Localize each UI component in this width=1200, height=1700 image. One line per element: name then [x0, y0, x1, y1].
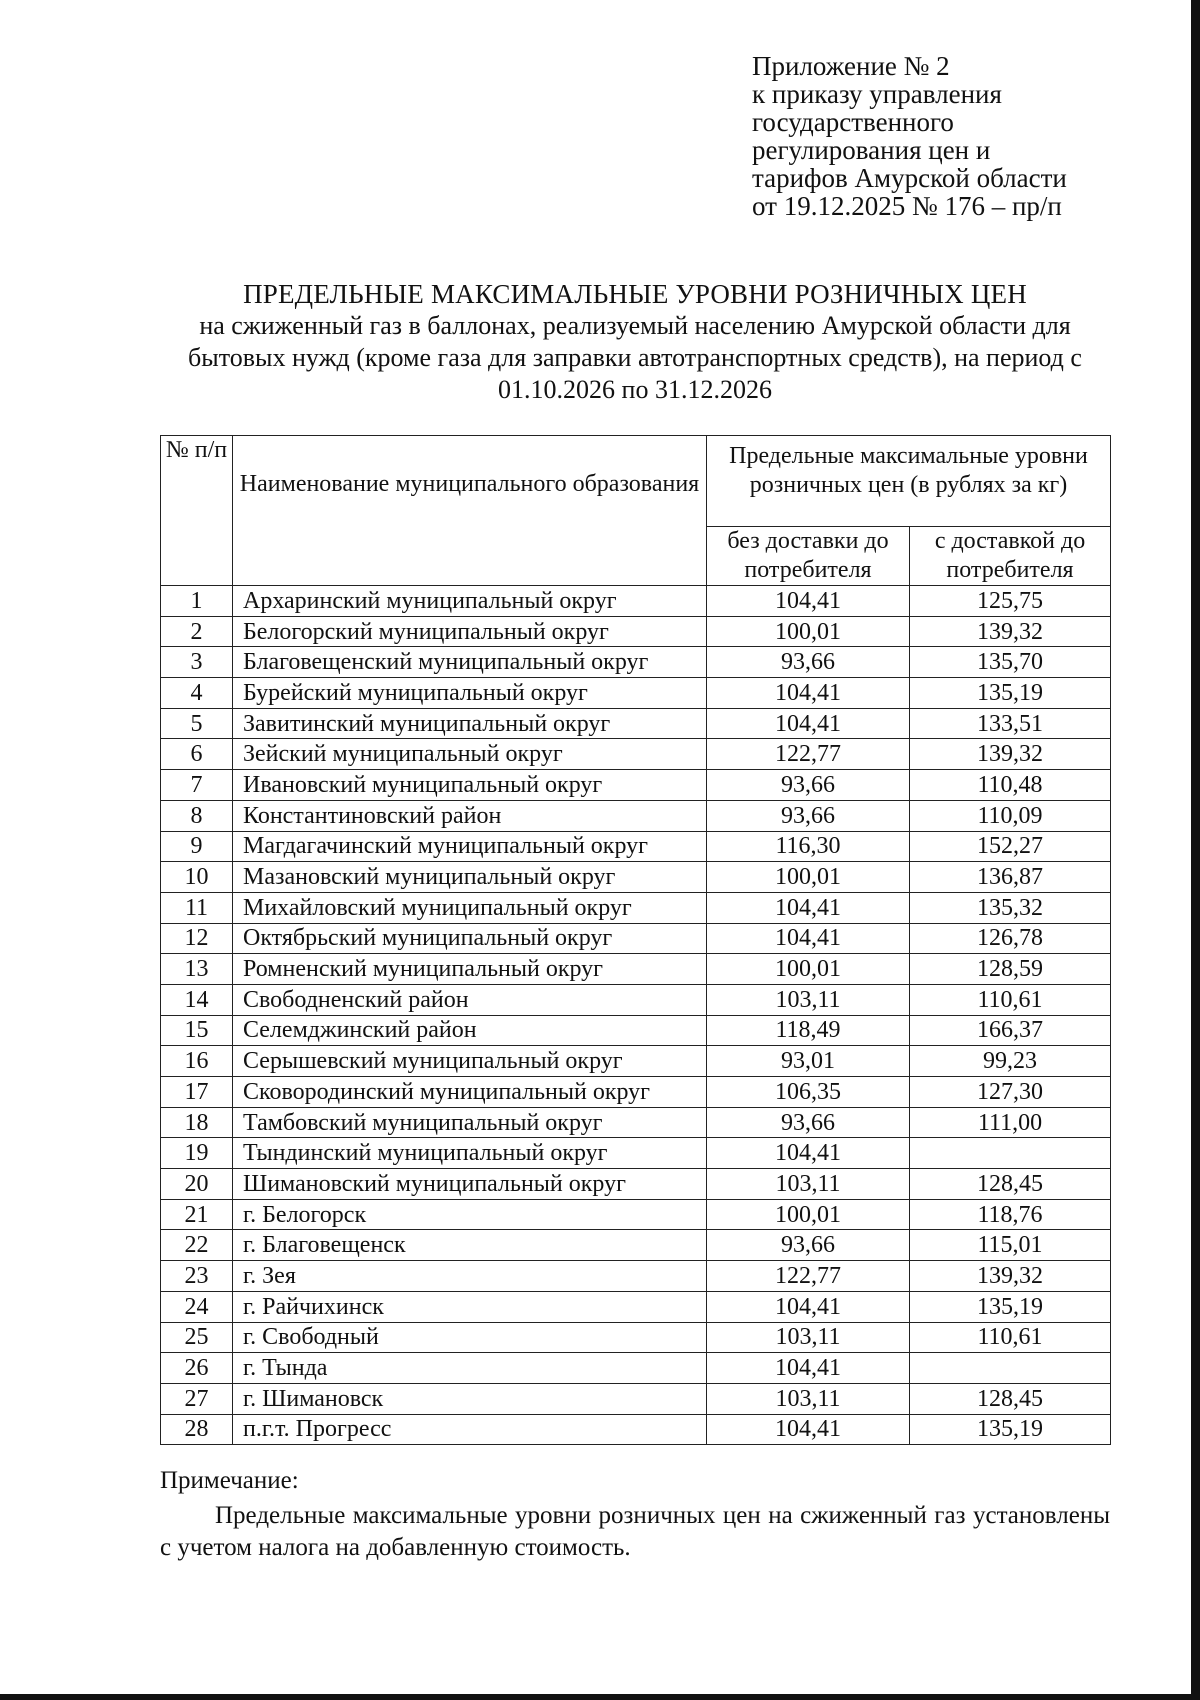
row-number-cell: 14: [161, 984, 233, 1015]
municipality-name-cell: п.г.т. Прогресс: [233, 1414, 707, 1445]
row-number-cell: 2: [161, 616, 233, 647]
price-without-delivery-cell: 100,01: [707, 1199, 910, 1230]
price-without-delivery-cell: 104,41: [707, 1291, 910, 1322]
table-row: [161, 892, 1111, 923]
municipality-name-cell: Сковородинский муниципальный округ: [233, 1077, 707, 1108]
table-row: [161, 862, 1111, 893]
price-with-delivery-cell: 110,09: [910, 800, 1111, 831]
municipality-name-cell: г. Благовещенск: [233, 1230, 707, 1261]
row-number-cell: 21: [161, 1199, 233, 1230]
document-subtitle: на сжиженный газ в баллонах, реализуемый населению Амурской области для бытовых нужд (кроме газа для заправки автотранспортных средств), на период с 01.10.2026 по 31.12.2026: [188, 311, 1082, 404]
row-number-cell: 3: [161, 647, 233, 678]
price-without-delivery-cell: 106,35: [707, 1077, 910, 1108]
price-without-delivery-cell: 104,41: [707, 1414, 910, 1445]
price-without-delivery-cell: 93,01: [707, 1046, 910, 1077]
row-number-cell: 4: [161, 678, 233, 709]
table-row: [161, 647, 1111, 678]
price-with-delivery-cell: [910, 1353, 1111, 1384]
row-number-cell: 17: [161, 1077, 233, 1108]
table-row: [161, 1015, 1111, 1046]
price-without-delivery-cell: 93,66: [707, 1107, 910, 1138]
municipality-name-cell: г. Белогорск: [233, 1199, 707, 1230]
municipality-name-cell: Архаринский муниципальный округ: [233, 586, 707, 617]
row-number-cell: 26: [161, 1353, 233, 1384]
row-number-cell: 11: [161, 892, 233, 923]
price-without-delivery-cell: 103,11: [707, 1322, 910, 1353]
price-without-delivery-cell: 104,41: [707, 1138, 910, 1169]
municipality-name-cell: Ромненский муниципальный округ: [233, 954, 707, 985]
price-without-delivery-cell: 103,11: [707, 1169, 910, 1200]
table-row: [161, 739, 1111, 770]
price-without-delivery-cell: 104,41: [707, 923, 910, 954]
municipality-name-cell: г. Тында: [233, 1353, 707, 1384]
table-row: [161, 800, 1111, 831]
price-without-delivery-cell: 104,41: [707, 586, 910, 617]
price-with-delivery-cell: 125,75: [910, 586, 1111, 617]
price-without-delivery-cell: 122,77: [707, 739, 910, 770]
price-with-delivery-cell: 135,19: [910, 1291, 1111, 1322]
table-row: [161, 1199, 1111, 1230]
table-row: [161, 1169, 1111, 1200]
table-row: [161, 1107, 1111, 1138]
table-row: [161, 1353, 1111, 1384]
price-without-delivery-cell: 93,66: [707, 770, 910, 801]
row-number-cell: 28: [161, 1414, 233, 1445]
note-label: Примечание:: [160, 1467, 299, 1494]
price-without-delivery-cell: 100,01: [707, 954, 910, 985]
row-number-cell: 12: [161, 923, 233, 954]
municipality-name-cell: Октябрьский муниципальный округ: [233, 923, 707, 954]
price-with-delivery-cell: 128,59: [910, 954, 1111, 985]
header-number: № п/п: [161, 436, 233, 586]
municipality-name-cell: Михайловский муниципальный округ: [233, 892, 707, 923]
row-number-cell: 20: [161, 1169, 233, 1200]
row-number-cell: 10: [161, 862, 233, 893]
table-row: [161, 1261, 1111, 1292]
table-row: [161, 1077, 1111, 1108]
price-with-delivery-cell: 126,78: [910, 923, 1111, 954]
table-row: [161, 954, 1111, 985]
appendix-line: регулирования цен и: [752, 135, 991, 165]
row-number-cell: 15: [161, 1015, 233, 1046]
table-row: [161, 1230, 1111, 1261]
price-with-delivery-cell: 110,61: [910, 984, 1111, 1015]
price-with-delivery-cell: 166,37: [910, 1015, 1111, 1046]
row-number-cell: 6: [161, 739, 233, 770]
scan-edge-bottom: [0, 1694, 1200, 1700]
price-without-delivery-cell: 103,11: [707, 1383, 910, 1414]
price-with-delivery-cell: 115,01: [910, 1230, 1111, 1261]
row-number-cell: 16: [161, 1046, 233, 1077]
price-without-delivery-cell: 103,11: [707, 984, 910, 1015]
price-with-delivery-cell: 127,30: [910, 1077, 1111, 1108]
row-number-cell: 27: [161, 1383, 233, 1414]
price-with-delivery-cell: 110,61: [910, 1322, 1111, 1353]
municipality-name-cell: Бурейский муниципальный округ: [233, 678, 707, 709]
price-without-delivery-cell: 93,66: [707, 1230, 910, 1261]
document-title: [150, 278, 1120, 406]
row-number-cell: 19: [161, 1138, 233, 1169]
municipality-name-cell: Константиновский район: [233, 800, 707, 831]
header-with-delivery: с доставкой до потребителя: [910, 527, 1111, 586]
table-row: [161, 770, 1111, 801]
municipality-name-cell: Завитинский муниципальный округ: [233, 708, 707, 739]
table-row: [161, 1291, 1111, 1322]
municipality-name-cell: г. Райчихинск: [233, 1291, 707, 1322]
table-row: [161, 678, 1111, 709]
appendix-line: тарифов Амурской области: [752, 163, 1067, 193]
price-without-delivery-cell: 104,41: [707, 1353, 910, 1384]
table-row: [161, 1046, 1111, 1077]
municipality-name-cell: Белогорский муниципальный округ: [233, 616, 707, 647]
municipality-name-cell: Благовещенский муниципальный округ: [233, 647, 707, 678]
price-without-delivery-cell: 93,66: [707, 800, 910, 831]
municipality-name-cell: Магдагачинский муниципальный округ: [233, 831, 707, 862]
price-with-delivery-cell: 139,32: [910, 739, 1111, 770]
row-number-cell: 1: [161, 586, 233, 617]
row-number-cell: 9: [161, 831, 233, 862]
appendix-reference: [752, 52, 1152, 220]
municipality-name-cell: г. Свободный: [233, 1322, 707, 1353]
table-body: [161, 586, 1111, 1445]
table-row: [161, 616, 1111, 647]
price-with-delivery-cell: 135,70: [910, 647, 1111, 678]
municipality-name-cell: Тындинский муниципальный округ: [233, 1138, 707, 1169]
price-with-delivery-cell: 136,87: [910, 862, 1111, 893]
municipality-name-cell: Селемджинский район: [233, 1015, 707, 1046]
row-number-cell: 13: [161, 954, 233, 985]
municipality-name-cell: г. Зея: [233, 1261, 707, 1292]
price-without-delivery-cell: 104,41: [707, 678, 910, 709]
price-table: [160, 435, 1111, 1445]
municipality-name-cell: Зейский муниципальный округ: [233, 739, 707, 770]
price-with-delivery-cell: 128,45: [910, 1169, 1111, 1200]
municipality-name-cell: Свободненский район: [233, 984, 707, 1015]
price-with-delivery-cell: [910, 1138, 1111, 1169]
table-header-row: [161, 436, 1111, 527]
price-with-delivery-cell: 139,32: [910, 616, 1111, 647]
row-number-cell: 25: [161, 1322, 233, 1353]
row-number-cell: 23: [161, 1261, 233, 1292]
price-with-delivery-cell: 135,19: [910, 1414, 1111, 1445]
table-row: [161, 923, 1111, 954]
price-without-delivery-cell: 118,49: [707, 1015, 910, 1046]
price-with-delivery-cell: 118,76: [910, 1199, 1111, 1230]
scan-edge-right: [1191, 0, 1200, 1700]
municipality-name-cell: Тамбовский муниципальный округ: [233, 1107, 707, 1138]
price-without-delivery-cell: 100,01: [707, 616, 910, 647]
price-without-delivery-cell: 116,30: [707, 831, 910, 862]
price-without-delivery-cell: 104,41: [707, 892, 910, 923]
price-with-delivery-cell: 111,00: [910, 1107, 1111, 1138]
price-with-delivery-cell: 99,23: [910, 1046, 1111, 1077]
table-row: [161, 1322, 1111, 1353]
municipality-name-cell: Мазановский муниципальный округ: [233, 862, 707, 893]
price-without-delivery-cell: 104,41: [707, 708, 910, 739]
municipality-name-cell: Ивановский муниципальный округ: [233, 770, 707, 801]
note-text: Предельные максимальные уровни розничных цен на сжиженный газ установлены с учетом налога на добавленную стоимость.: [160, 1502, 1110, 1561]
row-number-cell: 8: [161, 800, 233, 831]
table-row: [161, 708, 1111, 739]
price-without-delivery-cell: 100,01: [707, 862, 910, 893]
table-row: [161, 1138, 1111, 1169]
price-with-delivery-cell: 133,51: [910, 708, 1111, 739]
price-with-delivery-cell: 135,19: [910, 678, 1111, 709]
price-without-delivery-cell: 93,66: [707, 647, 910, 678]
row-number-cell: 18: [161, 1107, 233, 1138]
row-number-cell: 7: [161, 770, 233, 801]
table-row: [161, 586, 1111, 617]
document-main-title: ПРЕДЕЛЬНЫЕ МАКСИМАЛЬНЫЕ УРОВНИ РОЗНИЧНЫХ ЦЕН: [243, 279, 1027, 309]
row-number-cell: 24: [161, 1291, 233, 1322]
appendix-line: государственного: [752, 107, 954, 137]
price-with-delivery-cell: 139,32: [910, 1261, 1111, 1292]
row-number-cell: 5: [161, 708, 233, 739]
price-with-delivery-cell: 128,45: [910, 1383, 1111, 1414]
price-with-delivery-cell: 135,32: [910, 892, 1111, 923]
municipality-name-cell: г. Шимановск: [233, 1383, 707, 1414]
row-number-cell: 22: [161, 1230, 233, 1261]
municipality-name-cell: Шимановский муниципальный округ: [233, 1169, 707, 1200]
appendix-line: от 19.12.2025 № 176 – пр/п: [752, 191, 1062, 221]
header-without-delivery: без доставки до потребителя: [707, 527, 910, 586]
appendix-line: Приложение № 2: [752, 51, 950, 81]
price-without-delivery-cell: 122,77: [707, 1261, 910, 1292]
municipality-name-cell: Серышевский муниципальный округ: [233, 1046, 707, 1077]
table-row: [161, 1414, 1111, 1445]
table-row: [161, 984, 1111, 1015]
price-with-delivery-cell: 152,27: [910, 831, 1111, 862]
table-row: [161, 831, 1111, 862]
price-with-delivery-cell: 110,48: [910, 770, 1111, 801]
appendix-line: к приказу управления: [752, 79, 1002, 109]
header-municipality: Наименование муниципального образования: [233, 436, 707, 586]
header-price-group: Предельные максимальные уровни розничных цен (в рублях за кг): [707, 436, 1111, 527]
table-row: [161, 1383, 1111, 1414]
